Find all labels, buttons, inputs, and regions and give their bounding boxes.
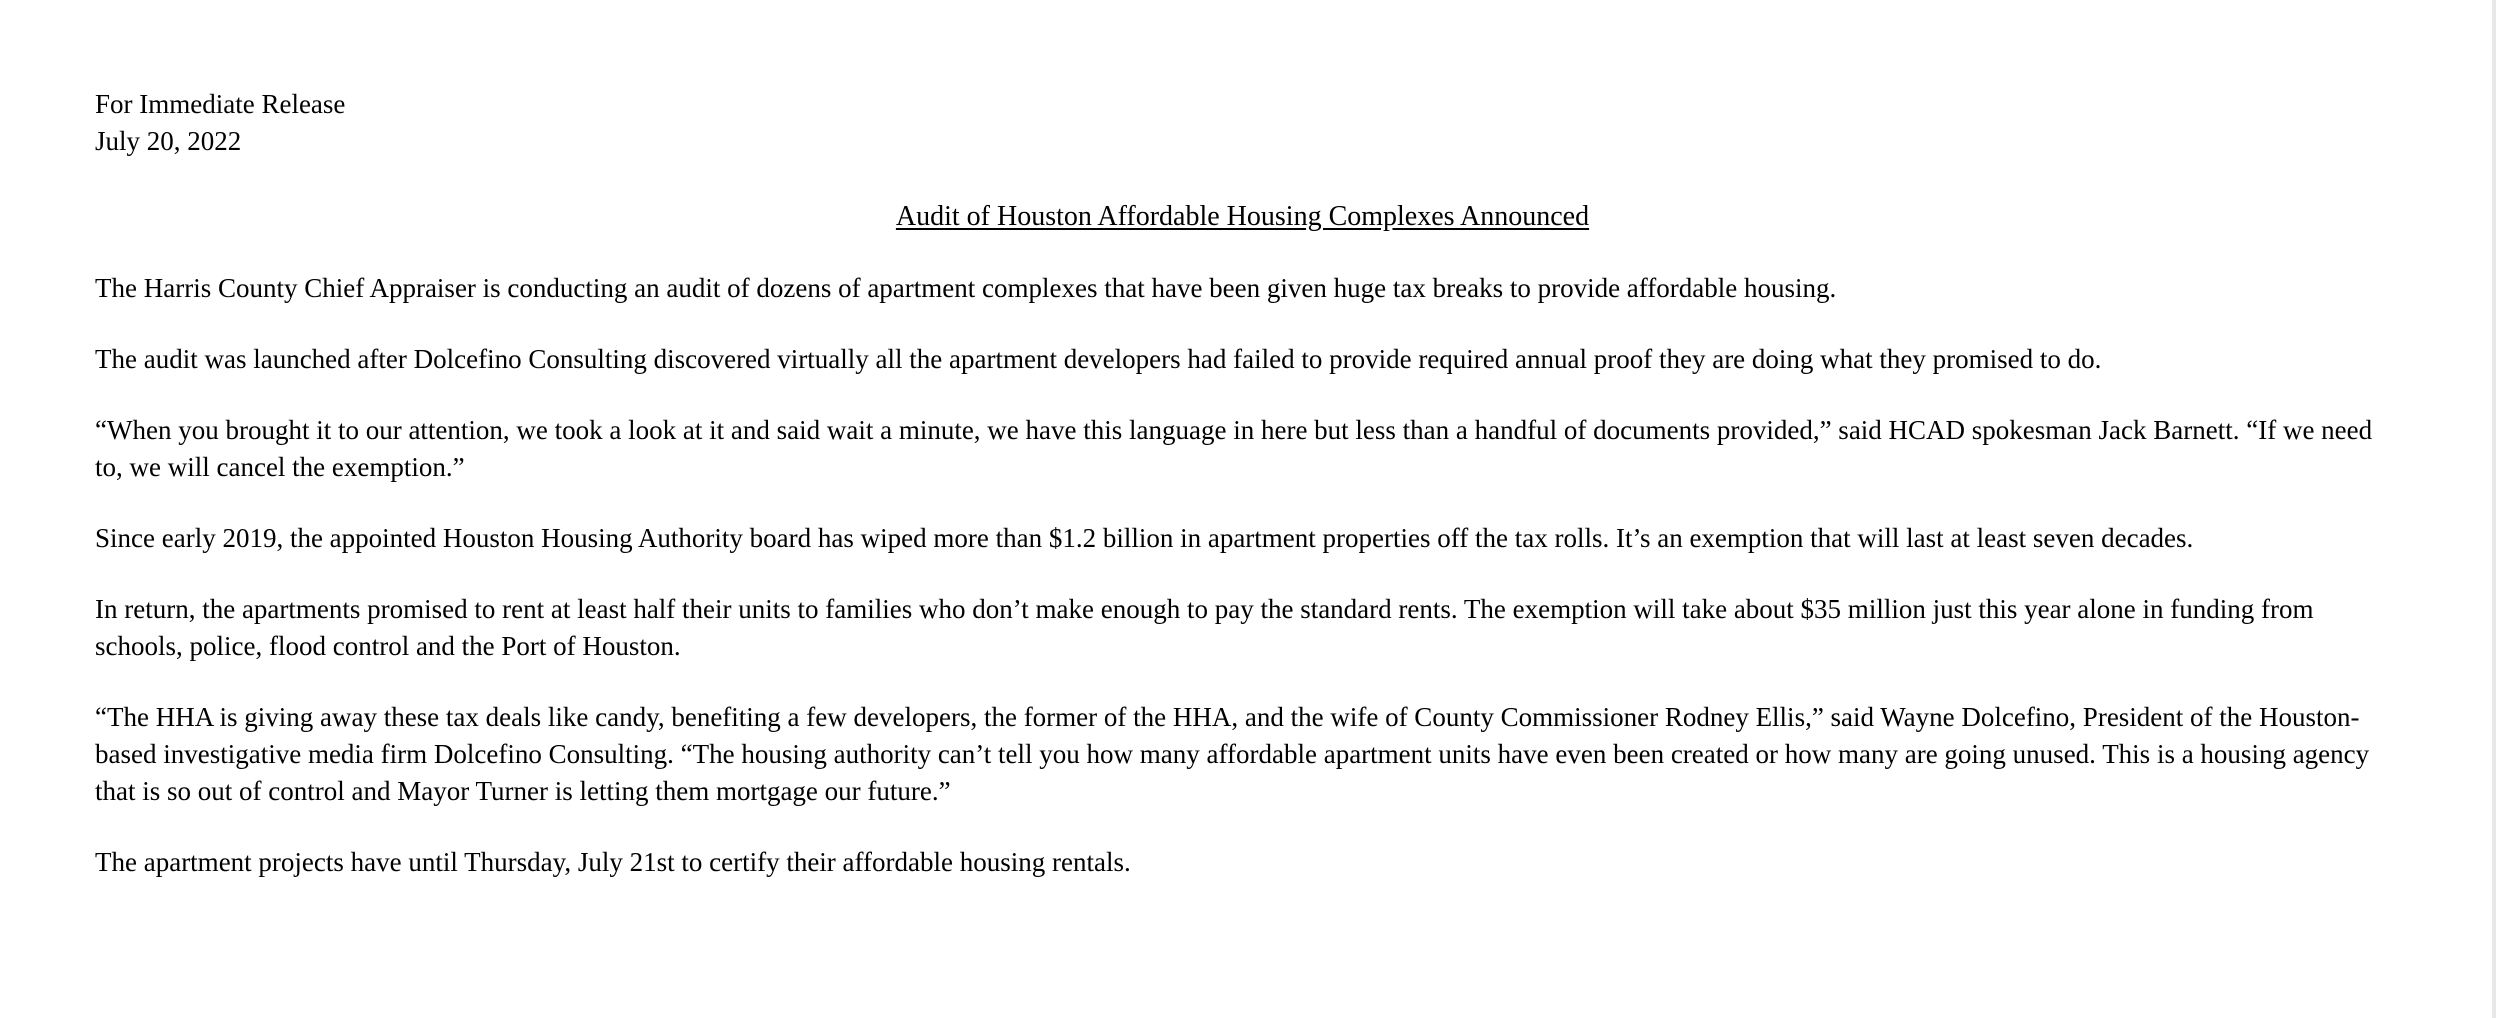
body-copy <box>95 270 2390 881</box>
paragraph: In return, the apartments promised to rent at least half their units to families who don’t make enough to pay the standard rents. The exemption will take about $35 million just this year alone in funding from schools, police, flood control and the Port of Houston. <box>95 594 2314 661</box>
document-title-container <box>95 200 2390 234</box>
page-title: Audit of Houston Affordable Housing Complexes Announced <box>895 201 1590 232</box>
document-content <box>95 0 2390 881</box>
paragraph: “When you brought it to our attention, we took a look at it and said wait a minute, we have this language in here but less than a handful of documents provided,” said HCAD spokesman Jack Barnett. “If we need to, we will cancel the exemption.” <box>95 415 2373 482</box>
release-timing-line: For Immediate Release <box>95 89 346 119</box>
page-right-edge <box>2492 0 2496 1018</box>
paragraph: The audit was launched after Dolcefino Consulting discovered virtually all the apartment developers had failed to provide required annual proof they are doing what they promised to do. <box>95 344 2102 374</box>
paragraph: The Harris County Chief Appraiser is conducting an audit of dozens of apartment complexes that have been given huge tax breaks to provide affordable housing. <box>95 273 1837 303</box>
release-date: July 20, 2022 <box>95 126 242 156</box>
release-header <box>95 86 2390 160</box>
paragraph: “The HHA is giving away these tax deals like candy, benefiting a few developers, the former of the HHA, and the wife of County Commissioner Rodney Ellis,” said Wayne Dolcefino, President of the Houston-based investigative media firm Dolcefino Consulting. “The housing authority can’t tell you how many affordable apartment units have even been created or how many are going unused. This is a housing agency that is so out of control and Mayor Turner is letting them mortgage our future.” <box>95 702 2370 806</box>
paragraph: The apartment projects have until Thursday, July 21st to certify their affordable housing rentals. <box>95 847 1131 877</box>
paragraph: Since early 2019, the appointed Houston Housing Authority board has wiped more than $1.2 billion in apartment properties off the tax rolls. It’s an exemption that will last at least seven decades. <box>95 523 2194 553</box>
